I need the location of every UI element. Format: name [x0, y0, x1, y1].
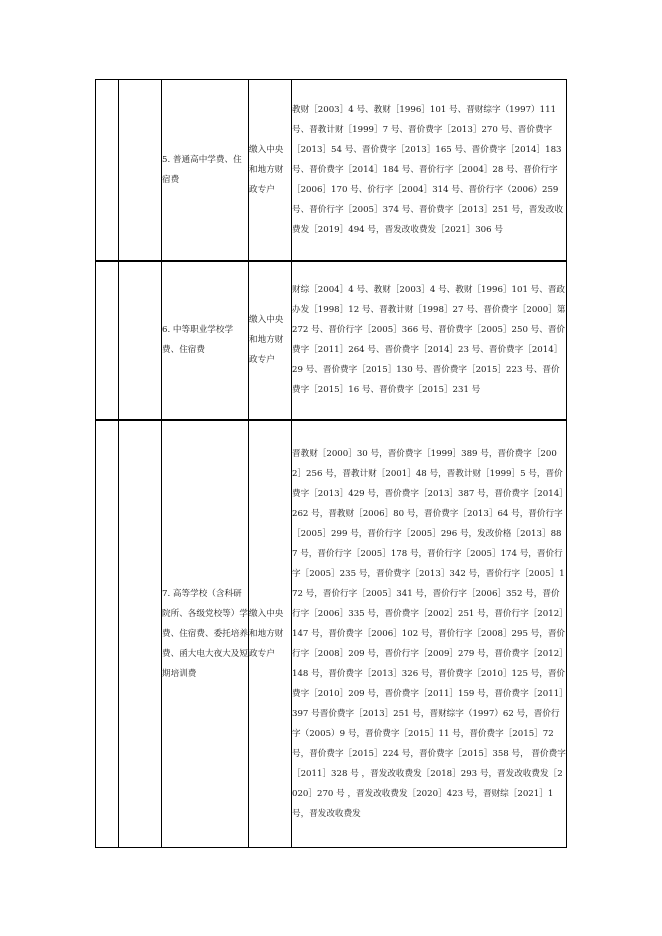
basis-cell: 财综［2004］4 号、教财［2003］4 号、教财［1996］101 号、晋政办发［1998］12 号、晋教计财［1998］27 号、晋价费字［2000］第 272 号、晋价行字［2005］366 号、晋价费字［2005］250 号、晋价费字［2011］264 号、晋价费字［2014］23 号、晋价费字［2014］29 号、晋价费字［2015］130 号、晋价费字［2015］223 号、晋价费字［2015］16 号、晋价费字［2015］231 号: [292, 261, 567, 420]
basis-cell: 晋教财［2000］30 号，晋价费字［1999］389 号，晋价费字［2002］256 号，晋教计财［2001］48 号，晋教计财［1999］5 号，晋价费字［2013］429 号，晋价费字［2013］387 号，晋价费字［2014］262 号，晋教财［2006］80 号，晋价费字［2013］64 号，晋价行字［2005］299 号，晋价行字［2005］296 号，发改价格［2013］887 号，晋价行字［2005］178 号，晋价行字［2005］174 号，晋价行字［2005］235 号，晋价费字［2013］342 号，晋价行字［2005］172 号，晋价行字［2005］341 号，晋价行字［2006］352 号，晋价行字［2006］335 号，晋价费字［2002］251 号，晋价行字［2012］147 号，晋价费字［2006］102 号，晋价行字［2008］295 号，晋价行字［2008］209 号，晋价行字［2009］279 号，晋价费字［2012］148 号，晋价费字［2013］326 号，晋价费字［2010］125 号，晋价费字［2010］209 号，晋价费字［2011］159 号，晋价费字［2011］397 号晋价费字［2013］251 号，晋财综字（1997）62 号，晋价行字（2005）9 号，晋价费字［2015］11 号，晋价费字［2015］72 号，晋价费字［2015］224 号，晋价费字［2015］358 号， 晋价费字［2011］328 号 ，晋发改收费发［2018］293 号，晋发改收费发［2020］270 号 ，晋发改收费发［2020］423 号，晋财综［2021］1 号，晋发改收费发: [292, 420, 567, 848]
basis-cell: 教财［2003］4 号、教财［1996］101 号、晋财综字（1997）111 号、晋教计财［1999］7 号、晋价费字［2013］270 号、晋价费字［2013］54 号、晋价费字［2013］165 号、晋价费字［2014］183 号、晋价费字［2014］184 号、晋价行字［2004］28 号、晋价行字［2006］170 号、价行字［2004］314 号、晋价行字（2006）259 号、晋价行字［2005］374 号、晋价费字［2013］251 号，晋发改收费发［2019］494 号，晋发改收费发［2021］306 号: [292, 80, 567, 261]
blank-cell: [119, 261, 162, 420]
fee-table: [95, 79, 567, 848]
destination-cell: 缴入中央和地方财政专户: [249, 261, 292, 420]
item-cell: 7. 高等学校（含科研院所、各级党校等）学费、住宿费、委托培养费、函大电大夜大及短期培训费: [162, 420, 249, 848]
blank-cell: [119, 80, 162, 261]
blank-cell: [119, 420, 162, 848]
destination-cell: 缴入中央和地方财政专户: [249, 420, 292, 848]
destination-cell: 缴入中央和地方财政专户: [249, 80, 292, 261]
blank-cell: [96, 80, 119, 261]
table-row: [96, 261, 567, 420]
blank-cell: [96, 420, 119, 848]
table-row: [96, 420, 567, 848]
item-cell: 6. 中等职业学校学费、住宿费: [162, 261, 249, 420]
blank-cell: [96, 261, 119, 420]
table-row: [96, 80, 567, 261]
item-cell: 5. 普通高中学费、住宿费: [162, 80, 249, 261]
